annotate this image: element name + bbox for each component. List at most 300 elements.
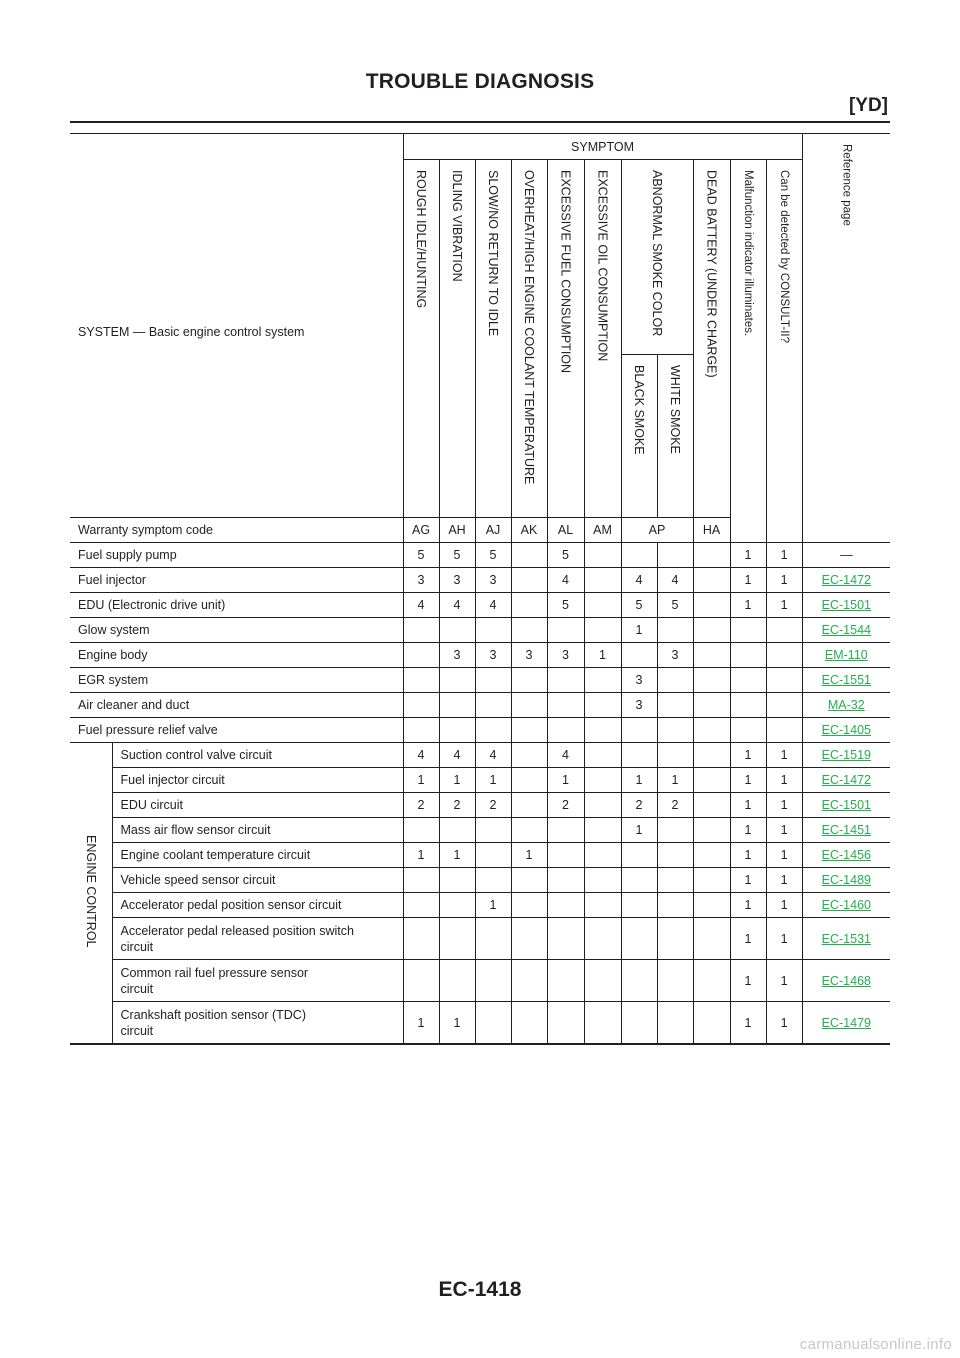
reference-cell	[802, 843, 890, 868]
reference-cell	[802, 743, 890, 768]
table-row	[70, 593, 890, 618]
table-cell	[693, 718, 730, 743]
reference-link[interactable]: EC-1405	[821, 723, 871, 737]
table-cell	[403, 668, 439, 693]
table-cell	[511, 718, 547, 743]
row-label	[112, 1002, 403, 1045]
table-cell	[547, 868, 584, 893]
table-cell: 1	[766, 593, 802, 618]
table-cell: 3	[439, 568, 475, 593]
table-cell	[693, 593, 730, 618]
table-cell	[584, 868, 621, 893]
reference-link[interactable]: EC-1551	[821, 673, 871, 687]
group-label-text: ENGINE CONTROL	[83, 835, 98, 948]
table-cell	[657, 868, 693, 893]
table-cell	[657, 1002, 693, 1045]
table-cell: 1	[730, 793, 766, 818]
watermark: carmanualsonline.info	[799, 1336, 952, 1353]
table-cell	[547, 668, 584, 693]
row-label: Glow system	[70, 618, 403, 643]
table-row	[70, 818, 890, 843]
table-cell	[439, 668, 475, 693]
row-label: EDU circuit	[112, 793, 403, 818]
table-cell	[693, 843, 730, 868]
table-cell: 1	[730, 593, 766, 618]
table-cell	[547, 618, 584, 643]
section-code: [YD]	[848, 95, 888, 116]
warranty-code: AJ	[475, 518, 511, 543]
table-cell: 5	[657, 593, 693, 618]
header-rule	[70, 121, 890, 123]
table-cell: 5	[621, 593, 657, 618]
table-cell	[693, 668, 730, 693]
table-cell: 1	[403, 843, 439, 868]
row-label-line: Crankshaft position sensor (TDC)	[120, 1007, 306, 1022]
table-cell	[511, 618, 547, 643]
table-cell	[657, 918, 693, 960]
row-label: Suction control valve circuit	[112, 743, 403, 768]
reference-cell	[802, 618, 890, 643]
table-cell: 4	[439, 743, 475, 768]
table-cell: 1	[403, 1002, 439, 1045]
table-cell	[584, 568, 621, 593]
table-cell	[657, 818, 693, 843]
col-overheat: OVERHEAT/HIGH ENGINE COOLANT TEMPERATURE	[511, 160, 547, 518]
warranty-code: AK	[511, 518, 547, 543]
col-slow-return: SLOW/NO RETURN TO IDLE	[475, 160, 511, 518]
table-cell: 3	[475, 568, 511, 593]
table-cell: 5	[475, 543, 511, 568]
table-cell	[693, 793, 730, 818]
table-body	[70, 543, 890, 1045]
table-cell: 4	[547, 743, 584, 768]
table-cell	[730, 718, 766, 743]
reference-cell	[802, 868, 890, 893]
reference-link[interactable]: MA-32	[827, 698, 865, 712]
table-cell	[511, 868, 547, 893]
table-row	[70, 668, 890, 693]
row-label-line: Common rail fuel pressure sensor	[120, 965, 309, 980]
table-cell	[657, 843, 693, 868]
table-cell: 3	[475, 643, 511, 668]
table-cell	[511, 743, 547, 768]
row-label: Vehicle speed sensor circuit	[112, 868, 403, 893]
reference-page-header: Reference page	[802, 134, 890, 543]
table-cell	[584, 1002, 621, 1045]
table-cell	[621, 643, 657, 668]
table-cell	[511, 793, 547, 818]
table-cell: 1	[475, 893, 511, 918]
reference-cell	[802, 718, 890, 743]
table-cell: 4	[475, 593, 511, 618]
table-cell	[403, 893, 439, 918]
table-cell: 1	[511, 843, 547, 868]
table-cell	[475, 918, 511, 960]
table-cell: 3	[403, 568, 439, 593]
table-cell: 1	[766, 893, 802, 918]
table-cell	[511, 568, 547, 593]
table-cell	[621, 843, 657, 868]
table-cell	[547, 893, 584, 918]
table-row	[70, 918, 890, 960]
table-cell: 2	[657, 793, 693, 818]
col-dead-battery: DEAD BATTERY (UNDER CHARGE)	[693, 160, 730, 518]
table-cell	[475, 618, 511, 643]
table-cell: 1	[730, 1002, 766, 1045]
reference-cell	[802, 918, 890, 960]
table-cell	[621, 743, 657, 768]
table-cell	[475, 718, 511, 743]
table-cell: 1	[730, 868, 766, 893]
reference-cell	[802, 643, 890, 668]
table-cell: 2	[439, 793, 475, 818]
col-white-smoke: WHITE SMOKE	[657, 355, 693, 518]
table-cell	[730, 668, 766, 693]
row-label: Air cleaner and duct	[70, 693, 403, 718]
table-row	[70, 768, 890, 793]
reference-cell	[802, 568, 890, 593]
table-cell	[730, 618, 766, 643]
table-row	[70, 568, 890, 593]
table-cell	[766, 718, 802, 743]
warranty-code: HA	[693, 518, 730, 543]
table-cell	[657, 893, 693, 918]
table-cell	[439, 960, 475, 1002]
reference-cell	[802, 793, 890, 818]
table-cell	[584, 593, 621, 618]
table-row	[70, 618, 890, 643]
table-row	[70, 893, 890, 918]
table-cell	[621, 718, 657, 743]
table-cell	[547, 693, 584, 718]
table-row	[70, 718, 890, 743]
table-cell: 3	[439, 643, 475, 668]
table-cell	[766, 618, 802, 643]
table-cell	[475, 1002, 511, 1045]
row-label: Accelerator pedal position sensor circuit	[112, 893, 403, 918]
table-cell	[693, 768, 730, 793]
table-cell	[693, 643, 730, 668]
table-cell	[584, 818, 621, 843]
table-cell	[511, 768, 547, 793]
table-cell	[693, 818, 730, 843]
row-label: Fuel supply pump	[70, 543, 403, 568]
table-cell	[693, 868, 730, 893]
reference-link[interactable]: EC-1460	[821, 898, 871, 912]
table-cell	[584, 693, 621, 718]
table-cell: 3	[547, 643, 584, 668]
table-cell	[511, 960, 547, 1002]
table-cell	[439, 893, 475, 918]
table-cell	[584, 768, 621, 793]
table-cell: 2	[403, 793, 439, 818]
table-cell: 2	[475, 793, 511, 818]
table-cell: 1	[439, 768, 475, 793]
table-cell	[547, 960, 584, 1002]
table-row	[70, 793, 890, 818]
table-cell	[693, 568, 730, 593]
row-label: Fuel pressure relief valve	[70, 718, 403, 743]
table-cell: 2	[621, 793, 657, 818]
reference-link[interactable]: EC-1472	[821, 773, 871, 787]
reference-link[interactable]: EC-1456	[821, 848, 871, 862]
table-row	[70, 1002, 890, 1045]
table-cell	[547, 718, 584, 743]
row-label: EDU (Electronic drive unit)	[70, 593, 403, 618]
table-cell	[403, 960, 439, 1002]
table-cell	[584, 668, 621, 693]
reference-cell: —	[802, 543, 890, 568]
col-rough-idle: ROUGH IDLE/HUNTING	[403, 160, 439, 518]
table-cell	[584, 960, 621, 1002]
diagnosis-table	[70, 133, 890, 1045]
table-row	[70, 868, 890, 893]
table-cell: 1	[766, 843, 802, 868]
table-cell	[511, 918, 547, 960]
table-cell	[547, 843, 584, 868]
table-cell	[693, 918, 730, 960]
table-cell: 4	[547, 568, 584, 593]
table-cell	[439, 693, 475, 718]
table-cell: 1	[766, 960, 802, 1002]
table-cell: 1	[730, 743, 766, 768]
reference-link[interactable]: EC-1468	[821, 973, 871, 988]
table-cell: 1	[439, 1002, 475, 1045]
table-cell: 5	[403, 543, 439, 568]
warranty-code: AM	[584, 518, 621, 543]
table-cell: 4	[403, 593, 439, 618]
row-label-line: circuit	[120, 939, 154, 954]
table-cell	[584, 918, 621, 960]
table-cell: 1	[730, 543, 766, 568]
row-label: Fuel injector	[70, 568, 403, 593]
reference-link[interactable]: EC-1479	[821, 1015, 871, 1030]
reference-cell	[802, 818, 890, 843]
table-cell: 1	[730, 818, 766, 843]
table-cell: 1	[475, 768, 511, 793]
row-label	[112, 960, 403, 1002]
table-row	[70, 960, 890, 1002]
table-cell	[475, 960, 511, 1002]
table-cell: 1	[766, 918, 802, 960]
table-cell	[584, 843, 621, 868]
table-cell	[766, 643, 802, 668]
table-cell	[657, 543, 693, 568]
reference-link[interactable]: EC-1489	[821, 873, 871, 887]
table-cell	[584, 893, 621, 918]
reference-link[interactable]: EC-1519	[821, 748, 871, 762]
table-cell: 1	[766, 793, 802, 818]
table-cell: 1	[730, 893, 766, 918]
row-label-line: Accelerator pedal released position switch	[120, 923, 354, 938]
table-cell: 1	[766, 818, 802, 843]
table-cell: 4	[439, 593, 475, 618]
table-cell	[621, 918, 657, 960]
table-cell	[475, 843, 511, 868]
table-cell	[584, 543, 621, 568]
table-cell	[584, 743, 621, 768]
table-cell	[547, 818, 584, 843]
table-cell: 4	[621, 568, 657, 593]
table-cell	[403, 718, 439, 743]
table-cell: 5	[547, 593, 584, 618]
table-cell	[730, 693, 766, 718]
col-oil-consumption: EXCESSIVE OIL CONSUMPTION	[584, 160, 621, 518]
table-cell	[766, 693, 802, 718]
page-title: TROUBLE DIAGNOSIS	[365, 70, 595, 93]
reference-cell	[802, 1002, 890, 1045]
table-cell	[584, 618, 621, 643]
table-cell	[439, 718, 475, 743]
table-cell	[403, 693, 439, 718]
table-cell: 1	[730, 568, 766, 593]
table-cell	[439, 918, 475, 960]
warranty-label: Warranty symptom code	[70, 518, 403, 543]
table-cell	[439, 618, 475, 643]
col-idling-vibration: IDLING VIBRATION	[439, 160, 475, 518]
table-cell	[511, 1002, 547, 1045]
table-cell	[475, 818, 511, 843]
table-cell	[621, 543, 657, 568]
table-cell	[511, 543, 547, 568]
table-cell	[621, 868, 657, 893]
table-cell	[584, 793, 621, 818]
table-cell: 1	[730, 768, 766, 793]
table-cell	[657, 618, 693, 643]
table-cell	[403, 918, 439, 960]
table-cell: 1	[766, 568, 802, 593]
table-cell: 1	[766, 743, 802, 768]
table-cell	[657, 960, 693, 1002]
reference-link[interactable]: EC-1472	[821, 573, 871, 587]
row-label: Fuel injector circuit	[112, 768, 403, 793]
group-label-engine-control	[70, 743, 112, 1045]
reference-cell	[802, 593, 890, 618]
table-cell: 3	[657, 643, 693, 668]
reference-cell	[802, 960, 890, 1002]
reference-link[interactable]: EC-1501	[821, 598, 871, 612]
table-cell: 1	[621, 818, 657, 843]
table-cell	[657, 743, 693, 768]
table-row	[70, 693, 890, 718]
table-cell	[403, 818, 439, 843]
col-consult: Can be detected by CONSULT-II?	[766, 160, 802, 543]
table-cell: 4	[475, 743, 511, 768]
table-cell	[693, 543, 730, 568]
warranty-code: AP	[621, 518, 693, 543]
reference-link[interactable]: EC-1544	[821, 623, 871, 637]
table-cell	[730, 643, 766, 668]
table-cell	[403, 868, 439, 893]
table-cell	[657, 718, 693, 743]
col-mil: Malfunction indicator illuminates.	[730, 160, 766, 543]
table-cell: 3	[511, 643, 547, 668]
table-cell	[403, 618, 439, 643]
table-cell	[621, 893, 657, 918]
table-cell	[657, 668, 693, 693]
table-cell: 3	[621, 668, 657, 693]
symptom-header: SYMPTOM	[403, 134, 802, 160]
row-label: Mass air flow sensor circuit	[112, 818, 403, 843]
table-cell	[621, 1002, 657, 1045]
reference-link[interactable]: EC-1451	[821, 823, 871, 837]
table-cell	[511, 818, 547, 843]
table-row	[70, 643, 890, 668]
col-abnormal-smoke: ABNORMAL SMOKE COLOR	[621, 160, 693, 355]
table-cell: 1	[403, 768, 439, 793]
table-cell	[511, 893, 547, 918]
reference-cell	[802, 668, 890, 693]
table-cell	[693, 893, 730, 918]
system-header: SYSTEM — Basic engine control system	[70, 134, 403, 518]
table-cell: 5	[439, 543, 475, 568]
table-cell	[693, 960, 730, 1002]
table-cell	[693, 743, 730, 768]
table-cell: 1	[766, 768, 802, 793]
table-cell	[403, 643, 439, 668]
table-cell: 1	[584, 643, 621, 668]
table-cell	[766, 668, 802, 693]
table-row	[70, 843, 890, 868]
table-cell	[475, 693, 511, 718]
row-label-line: circuit	[120, 981, 154, 996]
table-cell	[584, 718, 621, 743]
table-cell	[693, 1002, 730, 1045]
table-cell	[547, 918, 584, 960]
table-cell	[439, 818, 475, 843]
row-label: Engine body	[70, 643, 403, 668]
page-number: EC-1418	[438, 1278, 522, 1301]
reference-link[interactable]: EC-1531	[821, 931, 871, 946]
table-cell	[693, 618, 730, 643]
row-label: EGR system	[70, 668, 403, 693]
reference-cell	[802, 768, 890, 793]
table-cell: 1	[621, 618, 657, 643]
table-cell	[621, 960, 657, 1002]
table-row	[70, 743, 890, 768]
warranty-code: AH	[439, 518, 475, 543]
table-cell	[475, 668, 511, 693]
table-cell: 5	[547, 543, 584, 568]
warranty-code: AG	[403, 518, 439, 543]
table-cell	[693, 693, 730, 718]
reference-link[interactable]: EM-110	[824, 648, 868, 662]
row-label-line: circuit	[120, 1023, 154, 1038]
table-cell: 1	[547, 768, 584, 793]
table-cell	[475, 868, 511, 893]
table-cell: 1	[730, 960, 766, 1002]
table-cell	[439, 868, 475, 893]
table-cell: 1	[439, 843, 475, 868]
table-cell: 2	[547, 793, 584, 818]
table-cell: 1	[657, 768, 693, 793]
reference-link[interactable]: EC-1501	[821, 798, 871, 812]
warranty-code: AL	[547, 518, 584, 543]
col-fuel-consumption: EXCESSIVE FUEL CONSUMPTION	[547, 160, 584, 518]
table-cell: 1	[766, 543, 802, 568]
row-label	[112, 918, 403, 960]
reference-cell	[802, 893, 890, 918]
table-cell	[511, 668, 547, 693]
table-cell	[547, 1002, 584, 1045]
table-cell: 4	[657, 568, 693, 593]
table-row	[70, 543, 890, 568]
table-cell: 4	[403, 743, 439, 768]
table-cell: 1	[730, 918, 766, 960]
table-cell: 1	[766, 868, 802, 893]
col-black-smoke: BLACK SMOKE	[621, 355, 657, 518]
table-cell	[511, 593, 547, 618]
